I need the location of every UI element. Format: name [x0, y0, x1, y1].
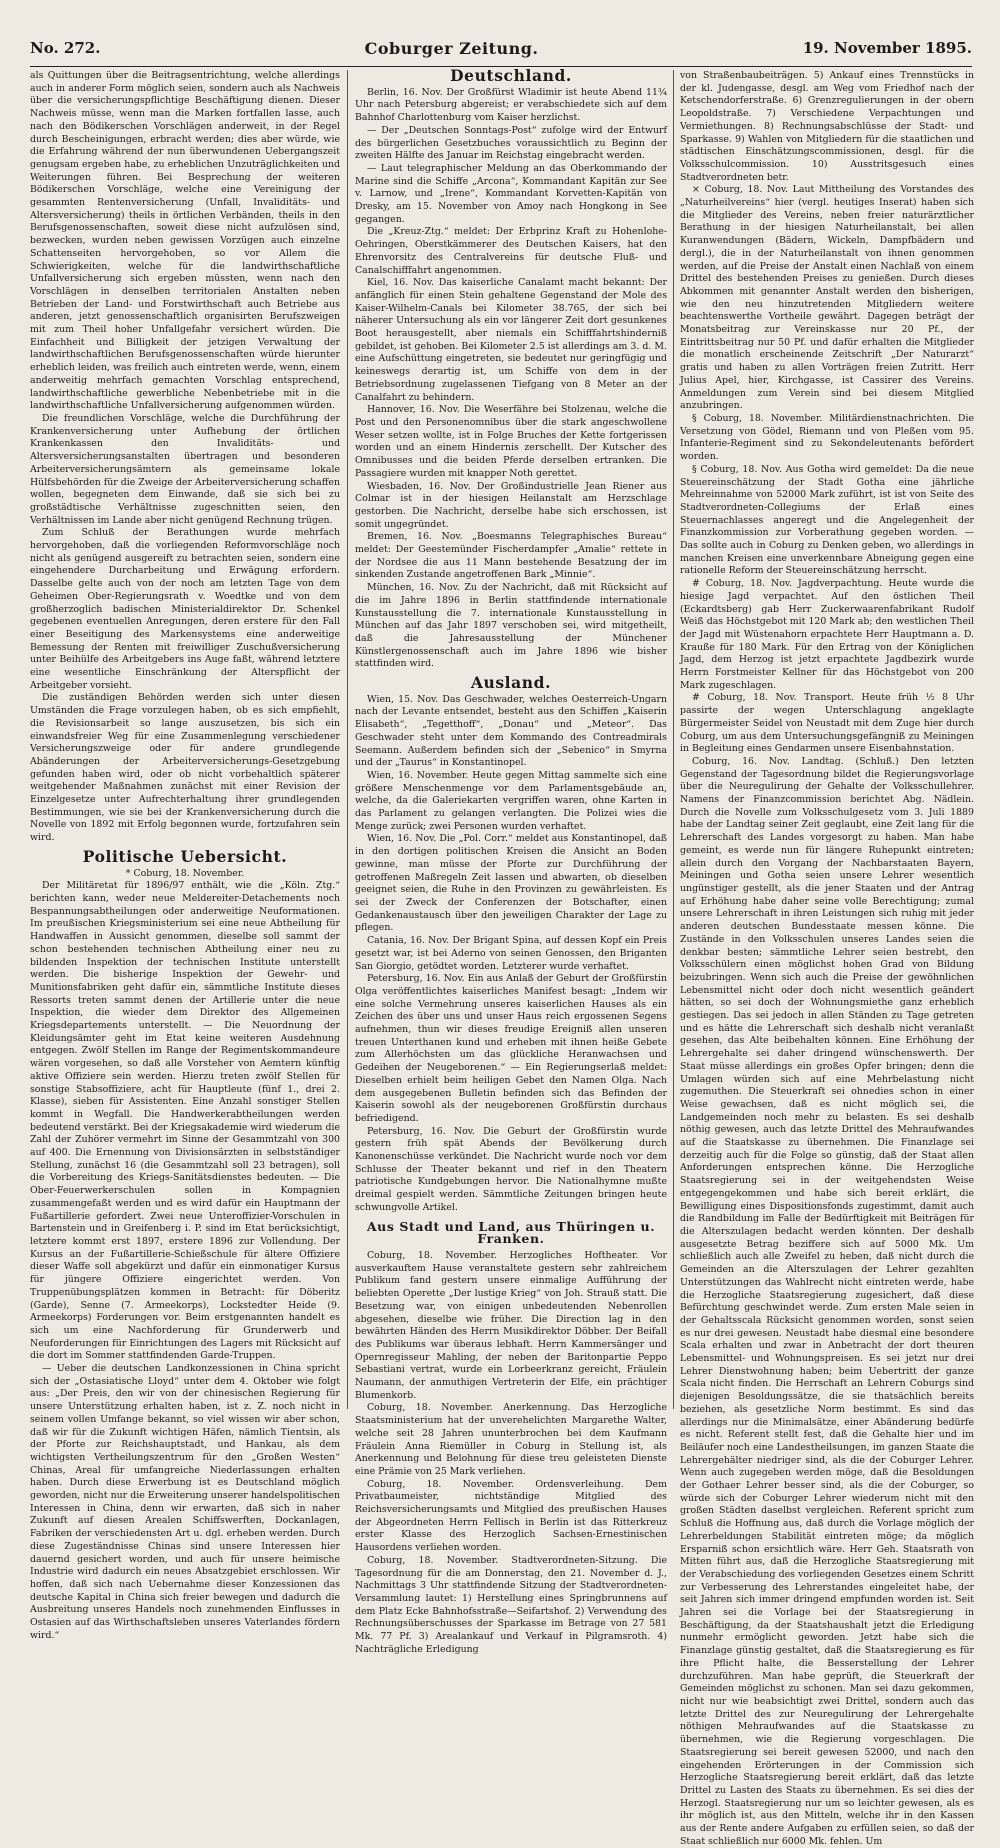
paragraph: Kiel, 16. Nov. Das kaiserliche Canalamt macht bekannt: Der anfänglich für einen Stein gehaltene Gegenstand der Mole des Kaiser-Wilhelm-Canals bei Kilometer 38.765, der sich bei näherer Untersuchung als ein vor längerer Zeit dort gesunkenes Boot herausgestellt, aber niemals ein Schifffahrtshinderniß gebildet, ist gehoben. Bei Kilometer 2.5 ist allerdings am 3. d. M. eine Aufschüttung eingetreten, sie bedeutet nur geringfügig und keineswegs derartig ist, um Schiffe von dem in der Betriebsordnung zugelassenen Tiefgang von 8 Meter an der Canalfahrt zu behindern.: [355, 277, 667, 403]
dateline: * Coburg, 18. November.: [125, 867, 245, 879]
column-2: [355, 66, 667, 1655]
paragraph: Coburg, 18. November. Anerkennung. Das Herzogliche Staatsministerium hat der unverehelichten Margarethe Walter, welche seit 28 Jahren ununterbrochen bei dem Kaufmann Fräulein Anna Riemüller in Coburg in Stellung ist, als Anerkennung und Belohnung für diese treu geleisteten Dienste eine Prämie von 25 Mark verliehen.: [355, 1402, 667, 1477]
paragraph: § Coburg, 18. Nov. Aus Gotha wird gemeldet: Da die neue Steuereinschätzung der Stadt Gotha eine jährliche Mehreinnahme von 52000 Mark zuführt, ist ist von Seite des Stadtverordneten-Collegiums der Erlaß eines Steuernachlasses angeregt und die Angelegenheit der Finanzkommission zur Vorberathung gegeben worden. — Das sollte auch in Coburg zu Denken geben, wo allerdings in manchen Kreisen eine unverkennbare Abneigung gegen eine rationelle Reform der Steuereinschätzung herrscht.: [680, 463, 974, 577]
masthead: Coburger Zeitung.: [364, 38, 539, 58]
paragraph: als Quittungen über die Beitragsentrichtung, welche allerdings auch in anderer Form möglich seien, sondern auch als Nachweis über die versicherungspflichtige Beschäftigung dienen. Dieser Nachweis müsse, wenn man die Marken fortfallen lasse, auch nach den Bödikerschen Vorschlägen anderweit, in der Regel durch Bescheinigungen, erbracht werden; dies aber würde, wie die Erfahrung während der nun überwundenen Uebergangszeit genugsam ergeben habe, zu erheblichen Unzuträglichkeiten und Weiterungen führen. Bei Besprechung der weiteren Bödikerschen Vorschläge, welche eine Vereinigung der gesammten Rentenversicherung (Unfall, Invaliditäts- und Altersversicherung) theils in örtlichen Verbänden, theils in den Berufsgenossenschaften, soweit diese nicht aufzulösen sind, bezwecken, wurden neben gewissen Vorzügen auch einzelne Schattenseiten hervorgehoben, so vor Allem die Schwierigkeiten, welche für die landwirthschaftliche Unfallversicherung sich ergeben müssten, wenn nach den Vorschlägen in denselben territorialen Anstalten neben Betrieben der Land- und Forstwirthschaft auch Betriebe aus anderen, jetzt genossenschaftlich organisirten Berufszweigen mit zum Theil hoher Unfallgefahr versichert würden. Die Einfachheit und Billigkeit der jetzigen Verwaltung der landwirthschaftlichen Berufsgenossenschaften würde hierunter erheblich leiden, was freilich auch eintreten werde, wenn, einem anderweitig mehrfach gemachten Vorschlag entsprechend, landwirthschaftliche gewerbliche Nebenbetriebe mit in die landwirthschaftliche Unfallversicherung aufgenommen würden.: [30, 70, 340, 412]
section-heading: Deutschland.: [450, 66, 572, 85]
paragraph: Berlin, 16. Nov. Der Großfürst Wladimir ist heute Abend 11¾ Uhr nach Petersburg abgereist; er verabschiedete sich auf dem Bahnhof Charlottenburg vom Kaiser herzlichst.: [355, 86, 667, 124]
paragraph: Die freundlichen Vorschläge, welche die Durchführung der Krankenversicherung unter Aufhebung der örtlichen Krankenkassen den Invaliditäts- und Altersversicherungsanstalten übertragen und besonderen Arbeiterversicherungsämtern als gemeinsame lokale Hülfsbehörden für die Zweige der Arbeiterversicherung schaffen wollen, begegneten dem Einwande, daß sie sich bei zu großstädtische Verhältnisse zugeschnitten seien, den Verhältnissen im Lande aber nicht genügend Rechnung trügen.: [30, 412, 340, 526]
paragraph: Wien, 16. Nov. Die „Pol. Corr.“ meldet aus Konstantinopel, daß in den dortigen politischen Kreisen die Ansicht an Boden gewinne, man müsse der Pforte zur Durchführung der getroffenen Maßregeln Zeit lassen und abwarten, ob dieselben geeignet seien, die Ruhe in den Provinzen zu gewährleisten. Es sei der Zweck der Conferenzen der Botschafter, einen Gedankenaustausch über den jeweiligen Charakter der Lage zu pflegen.: [355, 833, 667, 934]
paragraph: von Straßenbaubeiträgen. 5) Ankauf eines Trennstücks in der kl. Judengasse, desgl. am Weg vom Friedhof nach der Ketschendorferstraße. 6) Grenzregulierungen in der obern Leopoldstraße. 7) Verschiedene Verpachtungen und Vermiethungen. 8) Rechnungsabschlüsse der Stadt- und Sparkasse. 9) Wahlen von Mitgliedern für die staatlichen und städtischen Einschätzungscommissionen, desgl. für die Volksschulcommission. 10) Ausstritsgesuch eines Stadtverordneten betr.: [680, 70, 974, 183]
column-3: [680, 70, 974, 1847]
paragraph: Coburg, 18. November. Stadtverordneten-Sitzung. Die Tagesordnung für die am Donnerstag, den 21. November d. J., Nachmittags 3 Uhr stattfindende Sitzung der Stadtverordneten-Versammlung lautet: 1) Herstellung eines Springbrunnens auf dem Platz Ecke Bahnhofsstraße—Seifartshof. 2) Verwendung des Rechnungsüberschusses der Sparkasse im Betrage von 27 581 Mk. 77 Pf. 3) Arealankauf und Verkauf in Pilgramsroth. 4) Nachträgliche Erledigung: [355, 1554, 667, 1655]
column-1: [30, 70, 340, 1641]
paragraph: Bremen, 16. Nov. „Boesmanns Telegraphisches Bureau“ meldet: Der Geestemünder Fischerdampfer „Amalie“ rettete in der Nordsee die aus 11 Mann bestehende Besatzung der im sinkenden Zustande angetroffenen Bark „Minnie“.: [355, 531, 667, 581]
paragraph: Wien, 15. Nov. Das Geschwader, welches Oesterreich-Ungarn nach der Levante entsendet, besteht aus den Schiffen „Kaiserin Elisabeth“, „Tegetthoff“, „Donau“ und „Meteor“. Das Geschwader steht unter dem Kommando des Contreadmirals Seemann. Außerdem befinden sich der „Sebenico“ in Smyrna und der „Taurus“ in Konstantinopel.: [355, 693, 667, 769]
paragraph: # Coburg, 18. Nov. Jagdverpachtung. Heute wurde die hiesige Jagd verpachtet. Auf den östlichen Theil (Eckardtsberg) gab Herr Zuckerwaarenfabrikant Rudolf Weiß das Höchstgebot mit 120 Mark ab; den westlichen Theil der Jagd mit Wüstenahorn erpachtete Herr Hauptmann a. D. Krauße für 180 Mark. Für den Ertrag von der Königlichen Jagd, dem Herzog ist jetzt erpachtete Jagdbezirk wurde Herrn Forstmeister Kellner für das Höchstgebot von 200 Mark zugeschlagen.: [680, 578, 974, 691]
paragraph: Wien, 16. November. Heute gegen Mittag sammelte sich eine größere Menschenmenge vor dem Parlamentsgebäude an, welche, da die Galeriekarten vergriffen waren, ohne Karten in das Parlament zu gelangen verlangten. Die Polizei wies die Menge zurück; zwei Personen wurden verhaftet.: [355, 769, 667, 832]
issue-number: No. 272.: [30, 39, 101, 57]
paragraph: Petersburg, 16. Nov. Die Geburt der Großfürstin wurde gestern früh spät Abends der Bevölkerung durch Kanonenschüsse verkündet. Die Nachricht wurde noch vor dem Schlusse der Theater bekannt und rief in den Theatern patriotische Kundgebungen hervor. Die Nationalhymne mußte dreimal gespielt werden. Sämmtliche Zeitungen bringen heute schwungvolle Artikel.: [355, 1125, 667, 1213]
paragraph: Hannover, 16. Nov. Die Weserfähre bei Stolzenau, welche die Post und den Personenomnibus über die stark angeschwollene Weser setzen wollte, ist in Folge Bruches der Kette fortgerissen worden und an einem Hindernis zerschellt. Der Kutscher des Omnibusses und die beiden Pferde derselben ertranken. Die Passagiere wurden mit knapper Noth gerettet.: [355, 404, 667, 479]
page-header: [30, 30, 972, 66]
section-heading: Ausland.: [470, 673, 552, 693]
section-heading: Aus Stadt und Land, aus Thüringen u. Franken.: [366, 1218, 656, 1247]
issue-date: 19. November 1895.: [802, 39, 972, 57]
paragraph: — Ueber die deutschen Landkonzessionen in China spricht sich der „Ostasiatische Lloyd“ unter dem 4. Oktober wie folgt aus: „Der Preis, den wir von der chinesischen Regierung für unsere Unterstützung erhalten haben, ist z. Z. noch nicht in seinem vollen Umfange bekannt, so viel wissen wir aber schon, daß wir für die Zukunft wichtigen Häfen, nämlich Tientsin, als der Pforte zur Reichshauptstadt, und Hankau, als dem wichtigsten Vertheilungszentrum für den „Großen Westen“ Chinas, Areal für umfangreiche Niederlassungen erhalten haben. Durch diese Erwerbung ist es Deutschland möglich geworden, nicht nur die Erweiterung unserer handelspolitischen Interessen in China, denn wir erwarten, daß sich in naher Zukunft auf diesen Arealen Schiffswerften, Dockanlagen, Fabriken der verschiedensten Art u. dgl. erheben werden. Durch diese Zugeständnisse Chinas sind unsere Interessen hier dauernd gesichert worden, und auch für unsere heimische Industrie wird dadurch ein neues Absatzgebiet erschlossen. Wir hoffen, daß sich nach Uebernahme dieser Konzessionen das deutsche Kapital in China sich freier bewegen und dadurch die Ausbreitung unseres Handels noch zunehmenden Einflusses in Ostasien auf das Wirthschaftsleben unseres Vaterlandes fördern wird.“: [30, 1363, 340, 1641]
paragraph: # Coburg, 18. Nov. Transport. Heute früh ½ 8 Uhr passirte der wegen Unterschlagung angeklagte Bürgermeister Seidel von Neustadt mit dem Zuge hier durch Coburg, um aus dem Untersuchungsgefängniß zu Meiningen in Begleitung eines Gendarmen unsere Eisenbahnstation.: [680, 692, 974, 755]
paragraph: Die „Kreuz-Ztg.“ meldet: Der Erbprinz Kraft zu Hohenlohe-Oehringen, Oberstkämmerer des Deutschen Kaisers, hat den Ehrenvorsitz des Centralvereins für deutsche Fluß- und Canalschifffahrt angenommen.: [355, 226, 667, 276]
paragraph: Der Militäretat für 1896/97 enthält, wie die „Köln. Ztg.“ berichten kann, weder neue Meldereiter-Detachements noch Bespannungsabtheilungen oder anderweitige Neuformationen. Im preußischen Kriegsministerium sei eine neue Abtheilung für Handwaffen in Aussicht genommen, dieselbe soll sammt der schon bestehenden technischen Abtheilung einer neu zu bildenden Inspektion der technischen Institute unterstellt werden. Die bisherige Inspektion der Gewehr- und Munitionsfabriken geht dafür ein, sämmtliche Institute dieses Ressorts treten sammt denen der Artillerie unter die neue Inspektion, die wieder dem Direktor des Allgemeinen Kriegsdepartements unterstellt. — Die Neuordnung der Kleidungsämter geht im Etat keine weiteren Ausdehnung entgegen. Zwölf Stellen im Range der Regimentskommandeure wären vorgesehen, so daß alle Vorsteher von Aemtern künftig aktive Offiziere sein werden. Hierzu treten zwölf Stellen für sonstige Stabsoffiziere, acht für Hauptleute (fünf 1., drei 2. Klasse), sieben für Assistenten. Eine Anzahl sonstiger Stellen kommt in Wegfall. Die Handwerkerabtheilungen werden bedeutend verstärkt. Bei der Kriegsakademie wird wiederum die Zahl der Zuhörer vermehrt im Sinne der Gesammtzahl von 300 auf 400. Die Ernennung von Divisionsärzten in selbstständiger Stellung, zunächst 16 (die Gesammtzahl soll 23 betragen), soll die Vorbereitung des Kriegs-Sanitätsdienstes bedeuten. — Die Ober-Feuerwerkerschulen sollen in Kompagnien zusammengefaßt werden und es wird dafür ein Hauptmann der Fußartillerie gefordert. Zwei neue Unteroffizier-Vorschulen in Bartenstein und in Greifenberg i. P. sind im Etat berücksichtigt, letztere kommt erst 1897, erstere 1896 zur Vollendung. Der Kursus an der Fußartillerie-Schießschule für ältere Offiziere dieser Waffe soll abgekürzt und dafür ein einmonatiger Kursus für jüngere Offiziere eingerichtet werden. Von Truppenübungsplätzen kommen in Betracht: für Döberitz (Garde), Senne (7. Armeekorps), Lockstedter Heide (9. Armeekorps) Forderungen vor. Beim erstgenannten handelt es sich um eine Nachforderung für Grunderwerb und Neuforderungen für Einrichtungen des Lagers mit Rücksicht auf die dort im Sommer stattfindenden Garde-Truppen.: [30, 880, 340, 1362]
paragraph: Wiesbaden, 16. Nov. Der Großindustrielle Jean Riener aus Colmar ist in der hiesigen Heilanstalt am Herzschlage gestorben. Die Nachricht, derselbe habe sich erschossen, ist somit ungegründet.: [355, 480, 667, 530]
column-divider: [673, 70, 674, 1409]
paragraph: § Coburg, 18. November. Militärdienstnachrichten. Die Versetzung von Gödel, Riemann und von Pleßen vom 95. Infanterie-Regiment sind zu Sekondeleutenants befördert worden.: [680, 412, 974, 463]
paragraph: Coburg, 16. Nov. Landtag. (Schluß.) Den letzten Gegenstand der Tagesordnung bildet die Regierungsvorlage über die Neuregulirung der Gehalte der Volksschullehrer. Namens der Finanzcommission berichtet Abg. Nädlein. Durch die Novelle zum Volksschulgesetz vom 3. Juli 1889 habe der Landtag seiner Zeit geglaubt, eine Zeit lang für die Lehrerschaft des Landes vorgesorgt zu haben. Man habe gemeint, es werde nun für längere Ruhepunkt eintreten; allein durch den Vorgang der Nachbarstaaten Bayern, Meiningen und Gotha seien unsere Lehrer wesentlich ungünstiger gestellt, als die jener Staaten und der Antrag auf Erhöhung habe daher seine volle Berechtigung; zumal unsere Lehrerschaft in ihren Leistungen sich ruhig mit jeder anderen deutschen Bundesstaate messen könne. Die Zustände in den Volksschulen unseres Landes seien die denkbar besten; sämmtliche Lehrer seien bestrebt, den Volksschülern einen möglichst hohen Grad von Bildung beizubringen. Wenn sich auch die Preise der gewöhnlichen Lebensmittel nicht oder doch nicht wesentlich geändert hätten, so sei doch der Wohnungsmiethe ganz erheblich gestiegen. Das sei jedoch in allen Ständen zu Tage getreten und es hätte die Lehrerschaft sich deshalb nicht veranlaßt gesehen, das Alte beibehalten können. Eine Erhöhung der Lehrergehalte sei daher dringend wünschenswerth. Der Staat müsse allerdings ein großes Opfer bringen; denn die Umlagen würden sich auf eine Mehrbelastung nicht zugemuthen. Die Steuerkraft sei ohnedies schon in einer Weise gewachsen, daß es nicht möglich sei, die Landgemeinden noch mehr zu belasten. Es sei deshalb nöthig gewesen, auch das letzte Drittel des Mehraufwandes auf die Staatskasse zu übernehmen. Die Finanzlage sei derzeitig auch für die Folge so günstig, daß der Staat allen Anforderungen entsprechen könne. Die Herzogliche Staatsregierung sei in der weitgehendsten Weise entgegengekommen und habe sich bereit erklärt, die Bewilligung eines Dispositionsfonds zugestimmt, damit auch die Randbildung im Falle der Bedürftigkeit mit Beiträgen für die Alterszulagen bedacht werden könnten. Der deshalb ausgesetzte Betrag beziffere sich auf 5000 Mk. Um schließlich auch alle Zweifel zu heben, daß nicht durch die Gemeinden an die Alterszulagen der Lehrer gezahlten Unterstützungen das Wahlrecht nicht eintreten werde, habe die Herzogliche Staatsregierung zugesichert, daß diese Befürchtung geschwindet werde. Zum ersten Male seien in der Gehaltsscala Rücksicht genommen worden, sonst seien es nur drei gewesen. Neustadt habe diesmal eine besondere Scala erhalten und zwar in Anbetracht der dort theuren Lebensmittel- und Wohnungspreisen. Es sei jetzt nur drei Lehrer Dienstwohnung haben; beim Uebertritt der ganze Scala nicht finden. Die Herrschaft an Lehrern Coburgs sind diejenigen Besoldungssätze, die sie thatsächlich bereits beziehen, als gesetzliche Norm bestimmt. Es sind das allerdings nur die Minimalsätze, einer Abänderung bedürfe es nicht. Referent stellt fest, daß die Gehalte hier und im Beiläufer noch eine Landestheilsungen, im ganzen Staate die Lehrergehälter niedriger sind, als die der Coburger Lehrer. Wenn auch zugegeben werden möge, daß die Besoldungen der Gothaer Lehrer besser sind, als die der Coburger, so würde sich der Coburger Lehrer wiederum nicht mit den großen Städten daselbst vergleichen. Referent spricht zum Schluß die Hoffnung aus, daß durch die Vorlage möglich der Lehrerbeldungen Stabilität eintreten möge; da möglich Ersparniß schon ersichtlich wäre. Herr Geh. Staatsrath von Mitten führt aus, daß die Herzogliche Staatsregierung mit der Verabschiedung des vorliegenden Gesetzes einem Schritt zur Verbesserung des Lehrerstandes eingeleitet habe, der seit Jahren sich immer dringend empfunden worden ist. Seit Jahren sei die Vorlage bei der Staatsregierung in Beschäftigung, da der Staatshaushalt jetzt die Erledigung nunmehr ermöglicht geworden. Jetzt habe sich die Finanzlage günstig gestaltet, daß die Staatsregierung es für ihre Pflicht halte, die Besserstellung der Lehrer durchzuführen. Man habe geprüft, die Steuerkraft der Gemeinden möglichst zu schonen. Man sei dazu gekommen, nicht nur wie beabsichtigt zwei Drittel, sondern auch das letzte Drittel des zur Neuregulirung der Lehrergehalte nöthigen Mehraufwandes auf die Staatskasse zu übernehmen, wie die Regierung vorgeschlagen. Die Staatsregierung sei bereit gewesen 52000, und nach den eingehenden Erörterungen in der Commission sich Herzogliche Staatsregierung bereit erklärt, daß das letzte Drittel zu Lasten des Staats zu übernehmen. Es sei dies der Herzogl. Staatsregierung nur um so leichter gewesen, als es ihr möglich ist, aus den Mitteln, welche ihr in den Kassen aus der Rente andere Aufgaben zu erfüllen seien, so daß der Staat schließlich nur 6000 Mk. fehlen. Um: [680, 755, 974, 1847]
paragraph: München, 16. Nov. Zu der Nachricht, daß mit Rücksicht auf die im Jahre 1896 in Berlin stattfindende internationale Kunstausstellung die 7. internationale Kunstausstellung in München auf das Jahr 1897 verschoben sei, wird mitgetheilt, daß die Jahresausstellung der Münchener Künstlergenossenschaft auch im Jahre 1896 wie bisher stattfinden wird.: [355, 582, 667, 670]
paragraph: — Laut telegraphischer Meldung an das Oberkommando der Marine sind die Schiffe „Arcona“, Kommandant Kapitän zur See v. Larnow, und „Irene“, Kommandant Korvetten-Kapitän von Dresky, am 15. November von Amoy nach Hongkong in See gegangen.: [355, 162, 667, 225]
paragraph: Catania, 16. Nov. Der Brigant Spina, auf dessen Kopf ein Preis gesetzt war, ist bei Aderno von seinen Genossen, den Briganten San Giorgio, getödtet worden. Letzterer wurde verhaftet.: [355, 935, 667, 972]
paragraph: × Coburg, 18. Nov. Laut Mittheilung des Vorstandes des „Naturheilvereins“ hier (vergl. heutiges Inserat) haben sich die Mitglieder des Vereins, neben freier naturärztlicher Berathung in der hiesigen Naturheilanstalt, bei allen Kuranwendungen (Bädern, Wickeln, Dampfbädern und dergl.), die in der Naturheilanstalt von ihnen genommen werden, auf die Preise der Anstalt einen Nachlaß von einem Drittel des bestehenden Preises zu genießen. Durch dieses Abkommen mit genannter Anstalt werden den bisherigen, wie den neu hinzutretenden Mitgliedern weitere beachtenswerthe Vortheile gewährt. Dagegen beträgt der Monatsbeitrag zur Vereinskasse nur 20 Pf., der Eintrittsbeitrag nur 50 Pf. und dafür erhalten die Mitglieder die monatlich erscheinende Zeitschrift „Der Naturarzt“ gratis und haben zu allen Vorträgen freien Zutritt. Herr Julius Apel, hier, Kirchgasse, ist Cassirer des Vereins. Anmeldungen zum Verein sind bei diesem Mitglied anzubringen.: [680, 184, 974, 412]
column-divider: [347, 70, 348, 1409]
paragraph: Die zuständigen Behörden werden sich unter diesen Umständen die Frage vorzulegen haben, ob es sich empfiehlt, die Revisionsarbeit so lange auszusetzen, bis sich ein einwandsfreier Weg für eine Zusammenlegung verschiedener Versicherungszweige oder für andere grundlegende Abänderungen der Arbeiterversicherungs-Gesetzgebung gefunden haben wird, oder ob nicht vorbehaltlich späterer weitgehender Maßnahmen zunächst mit einer Revision der Einzelgesetze unter Aufrechterhaltung ihrer grundlegenden Bestimmungen, wie sie bei der Krankenversicherung durch die Novelle von 1892 mit Erfolg begonnen wurde, fortzufahren sein wird.: [30, 692, 340, 844]
paragraph: Petersburg, 16. Nov. Ein aus Anlaß der Geburt der Großfürstin Olga veröffentlichtes kaiserliches Manifest besagt: „Indem wir eine solche Vermehrung unseres kaiserlichen Hauses als ein Zeichen des über uns und unser Haus reich ergossenen Segens aufnehmen, thun wir dieses freudige Ereigniß allen unseren treuen Unterthanen kund und erheben mit ihnen heiße Gebete zum Allerhöchsten um das glückliche Heranwachsen und Gedeihen der Neugeborenen.“ — Ein Regierungserlaß meldet: Dieselben erhielt beim heiligen Gebet den Namen Olga. Nach dem ausgegebenen Bulletin befinden sich das Befinden der Kaiserin sowohl als der neugeborenen Großfürstin durchaus befriedigend.: [355, 973, 667, 1124]
paragraph: Coburg, 18. November. Herzogliches Hoftheater. Vor ausverkauftem Hause veranstaltete gestern sehr zahlreichem Publikum fand gestern unsere einmalige Aufführung der beliebten Operette „Der lustige Krieg“ von Joh. Strauß statt. Die Besetzung war, von einigen unbedeutenden Nebenrollen abgesehen, dieselbe wie früher. Die Direction lag in den bewährten Händen des Herrn Musikdirektor Döbber. Der Beifall des Publikums war überaus lebhaft. Herrn Kammersänger und Opernregisseur Mahling, der neben der Baritonpartie Peppo Sebastiani vertrat, wurde ein Lorbeerkranz gereicht, Fräulein Naumann, der anmuthigen Vertreterin der Elfe, ein prächtiger Blumenkorb.: [355, 1249, 667, 1401]
paragraph: Coburg, 18. November. Ordensverleihung. Dem Privatbaumeister, nichtständige Mitglied des Reichsversicherungsamts und Mitglied des preußischen Hauses der Abgeordneten Herrn Fellisch in Berlin ist das Ritterkreuz erster Klasse des Herzoglich Sachsen-Ernestinischen Hausordens verliehen worden.: [355, 1478, 667, 1554]
section-heading: Politische Uebersicht.: [82, 846, 288, 866]
paragraph: — Der „Deutschen Sonntags-Post“ zufolge wird der Entwurf des bürgerlichen Gesetzbuches voraussichtlich zu Beginn der zweiten Hälfte des Januar im Reichstag eingebracht werden.: [355, 124, 667, 162]
paragraph: Zum Schluß der Berathungen wurde mehrfach hervorgehoben, daß die vorliegenden Reformvorschläge noch nicht als genügend ausgereift zu betrachten seien, sondern eine eingehendere Durcharbeitung und Erwägung erfordern. Dasselbe gelte auch von der noch am letzten Tage von dem Geheimen Ober-Regierungsrath v. Woedtke und von dem großherzoglich badischen Ministerialdirektor Dr. Schenkel gegebenen eventuellen Anregungen, deren erstere für den Fall einer Beseitigung des Markensystems eine anderweitige Bemessung der Renten mit freiwilliger Zuschußversicherung unter Beihülfe des Arbeitgebers ins Auge faßt, während letztere eine wesentliche Einschränkung der Alterspflicht der Arbeitgeber vorsieht.: [30, 527, 340, 691]
